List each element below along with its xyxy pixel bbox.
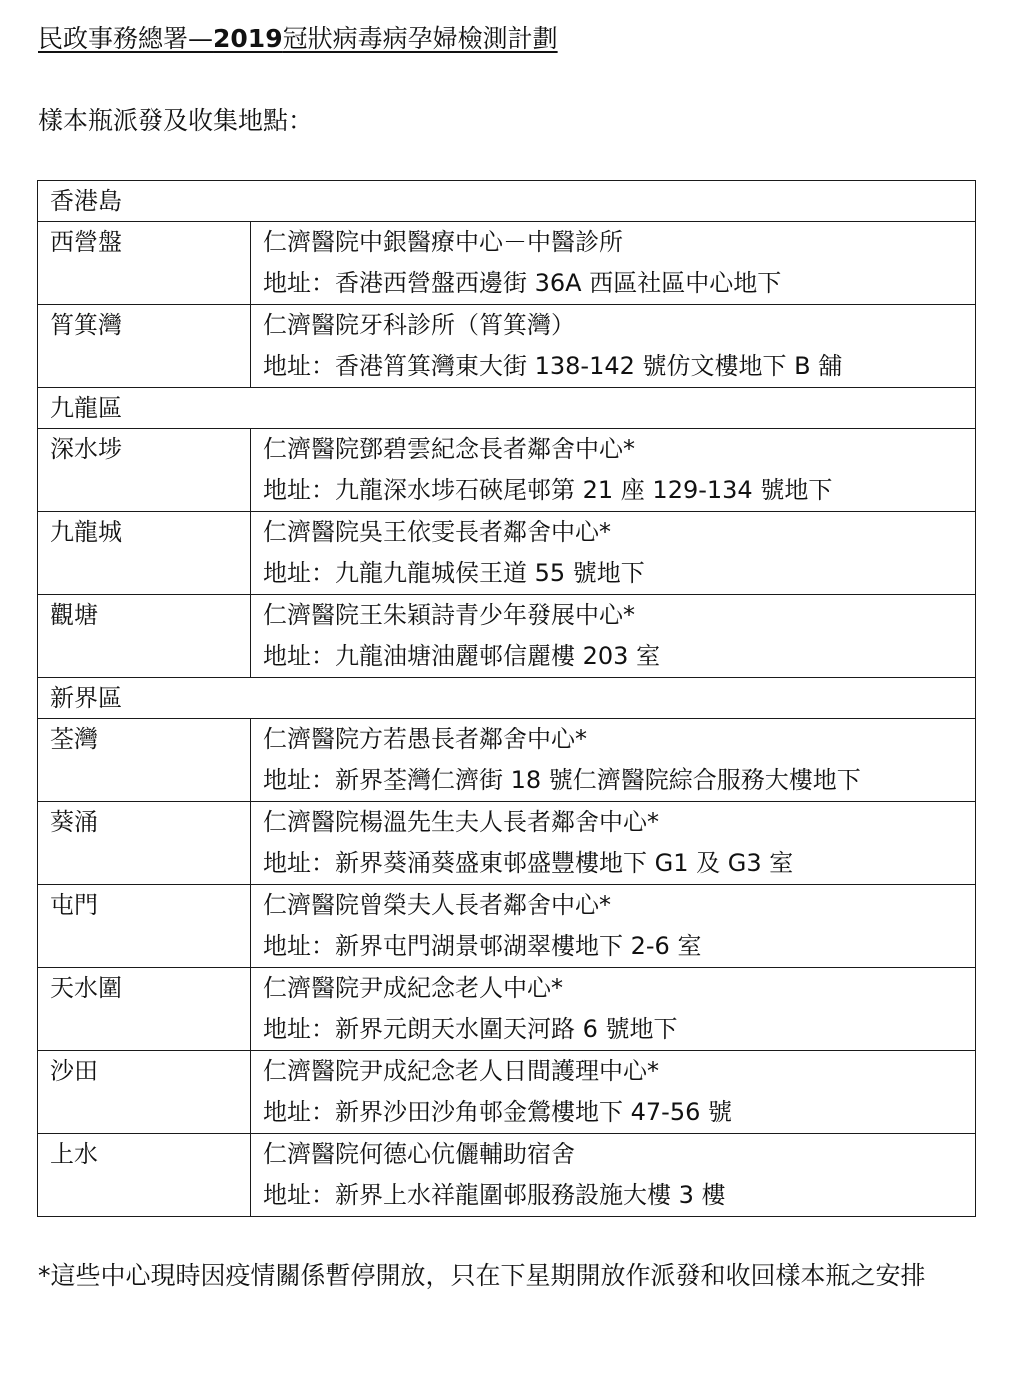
centre-name: 仁濟醫院中銀醫療中心－中醫診所 [263,228,623,256]
centre-address: 地址：新界荃灣仁濟街 18 號仁濟醫院綜合服務大樓地下 [263,766,861,794]
centre-cell [251,1051,976,1134]
centre-address: 地址：新界屯門湖景邨湖翠樓地下 2-6 室 [263,932,702,960]
centre-address: 地址：新界元朗天水圍天河路 6 號地下 [263,1015,678,1043]
centre-cell [251,1134,976,1217]
locations-table [37,180,976,1217]
centre-address: 地址：九龍油塘油麗邨信麗樓 203 室 [263,642,661,670]
district-name: 九龍城 [38,512,251,595]
district-name: 沙田 [38,1051,251,1134]
region-row [38,678,976,719]
district-name: 西營盤 [38,222,251,305]
centre-cell [251,802,976,885]
centre-name: 仁濟醫院尹成紀念老人日間護理中心* [263,1057,659,1085]
table-row [38,512,976,595]
table-row [38,968,976,1051]
district-name: 葵涌 [38,802,251,885]
centre-cell [251,968,976,1051]
district-name: 筲箕灣 [38,305,251,388]
table-row [38,1051,976,1134]
centre-address: 地址：香港筲箕灣東大街 138-142 號仿文樓地下 B 舖 [263,352,843,380]
table-row [38,719,976,802]
centre-name: 仁濟醫院尹成紀念老人中心* [263,974,563,1002]
centre-address: 地址：香港西營盤西邊街 36A 西區社區中心地下 [263,269,782,297]
centre-name: 仁濟醫院鄧碧雲紀念長者鄰舍中心* [263,435,635,463]
centre-name: 仁濟醫院方若愚長者鄰舍中心* [263,725,587,753]
title-year: 2019 [213,24,283,53]
subtitle: 樣本瓶派發及收集地點： [38,106,314,135]
region-name: 新界區 [38,678,976,719]
table-row [38,305,976,388]
centre-cell [251,222,976,305]
region-name: 香港島 [38,181,976,222]
district-name: 深水埗 [38,429,251,512]
title-suffix: 冠狀病毒病孕婦檢測計劃 [282,24,558,53]
district-name: 荃灣 [38,719,251,802]
centre-cell [251,595,976,678]
centre-address: 地址：新界葵涌葵盛東邨盛豐樓地下 G1 及 G3 室 [263,849,794,877]
centre-name: 仁濟醫院曾榮夫人長者鄰舍中心* [263,891,611,919]
table-row [38,429,976,512]
centre-address: 地址：新界沙田沙角邨金鶯樓地下 47-56 號 [263,1098,732,1126]
centre-cell [251,305,976,388]
district-name: 天水圍 [38,968,251,1051]
table-row [38,802,976,885]
district-name: 上水 [38,1134,251,1217]
title-prefix: 民政事務總署— [38,24,214,53]
centre-address: 地址：新界上水祥龍圍邨服務設施大樓 3 樓 [263,1181,726,1209]
region-row [38,181,976,222]
centre-name: 仁濟醫院何德心伉儷輔助宿舍 [263,1140,575,1168]
centre-cell [251,512,976,595]
centre-name: 仁濟醫院吳王依雯長者鄰舍中心* [263,518,611,546]
centre-name: 仁濟醫院楊溫先生夫人長者鄰舍中心* [263,808,659,836]
region-row [38,388,976,429]
centre-name: 仁濟醫院王朱穎詩青少年發展中心* [263,601,635,629]
district-name: 屯門 [38,885,251,968]
table-row [38,1134,976,1217]
region-name: 九龍區 [38,388,976,429]
centre-name: 仁濟醫院牙科診所（筲箕灣） [263,311,575,339]
centre-address: 地址：九龍深水埗石硤尾邨第 21 座 129-134 號地下 [263,476,833,504]
page-title [38,22,558,56]
table-row [38,885,976,968]
district-name: 觀塘 [38,595,251,678]
centre-cell [251,885,976,968]
centre-address: 地址：九龍九龍城侯王道 55 號地下 [263,559,645,587]
table-row [38,222,976,305]
table-row [38,595,976,678]
centre-cell [251,719,976,802]
footnote: *這些中心現時因疫情關係暫停開放，只在下星期開放作派發和收回樣本瓶之安排 [38,1261,926,1290]
centre-cell [251,429,976,512]
